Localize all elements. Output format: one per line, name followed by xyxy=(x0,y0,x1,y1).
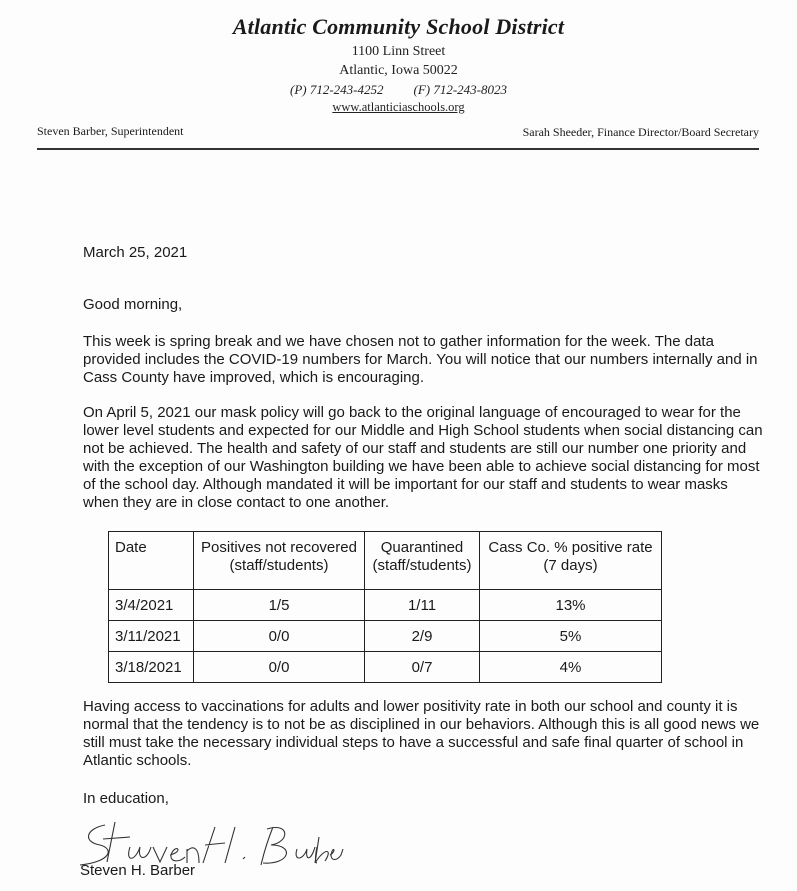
cell-date: 3/11/2021 xyxy=(109,621,194,652)
table-row xyxy=(109,652,662,683)
city-state-zip: Atlantic, Iowa 50022 xyxy=(339,63,458,78)
street-address: 1100 Linn Street xyxy=(351,44,446,59)
table-row xyxy=(109,621,662,652)
website-link[interactable]: www.atlanticiaschools.org xyxy=(332,100,465,114)
cell-quarantined: 1/11 xyxy=(365,590,480,621)
header-positive-rate: Cass Co. % positive rate (7 days) xyxy=(480,532,662,590)
district-name: Atlantic Community School District xyxy=(232,14,565,39)
letterhead-divider xyxy=(37,148,759,150)
cell-date: 3/4/2021 xyxy=(109,590,194,621)
closing: In education, xyxy=(83,790,169,807)
greeting: Good morning, xyxy=(83,296,183,313)
cell-quarantined: 0/7 xyxy=(365,652,480,683)
cell-positives: 0/0 xyxy=(194,652,365,683)
cell-positives: 0/0 xyxy=(194,621,365,652)
paragraph-2: On April 5, 2021 our mask policy will go back to the original language of encouraged to wear for the lower level students and expected for our Middle and High School students when social distancing can not be achieved. The health and safety of our staff and students are still our number one priority and with the exception of our Washington building we have been able to achieve social distancing for most of the school day. Although mandated it will be important for our staff and students to wear masks when they are in close contact to one another. xyxy=(83,404,763,511)
cell-positive-rate: 13% xyxy=(480,590,662,621)
header-quarantined: Quarantined (staff/students) xyxy=(365,532,480,590)
header-date: Date xyxy=(109,532,194,590)
table-header-row xyxy=(109,532,662,590)
cell-quarantined: 2/9 xyxy=(365,621,480,652)
website-line xyxy=(0,100,797,116)
signature-name: Steven H. Barber xyxy=(80,862,196,879)
cell-positives: 1/5 xyxy=(194,590,365,621)
finance-director-name: Sarah Sheeder, Finance Director/Board Secretary xyxy=(522,125,759,139)
cell-positive-rate: 5% xyxy=(480,621,662,652)
header-positives: Positives not recovered (staff/students) xyxy=(194,532,365,590)
phone-number: (P) 712-243-4252 xyxy=(289,82,384,97)
cell-date: 3/18/2021 xyxy=(109,652,194,683)
covid-data-table xyxy=(108,531,662,683)
superintendent-name: Steven Barber, Superintendent xyxy=(37,124,184,138)
cell-positive-rate: 4% xyxy=(480,652,662,683)
paragraph-1: This week is spring break and we have chosen not to gather information for the week. The data provided includes the COVID-19 numbers for March. You will notice that our numbers internally and in Cass County have improved, which is encouraging. xyxy=(83,333,758,386)
contact-numbers xyxy=(0,82,797,98)
paragraph-3: Having access to vaccinations for adults and lower positivity rate in both our school and county it is normal that the tendency is to not be as disciplined in our behaviors. Although this is all good news we still must take the necessary individual steps to have a successful and safe final quarter of school in Atlantic schools. xyxy=(83,698,760,769)
fax-number: (F) 712-243-8023 xyxy=(413,82,508,97)
letter-date: March 25, 2021 xyxy=(83,244,188,261)
table-row xyxy=(109,590,662,621)
